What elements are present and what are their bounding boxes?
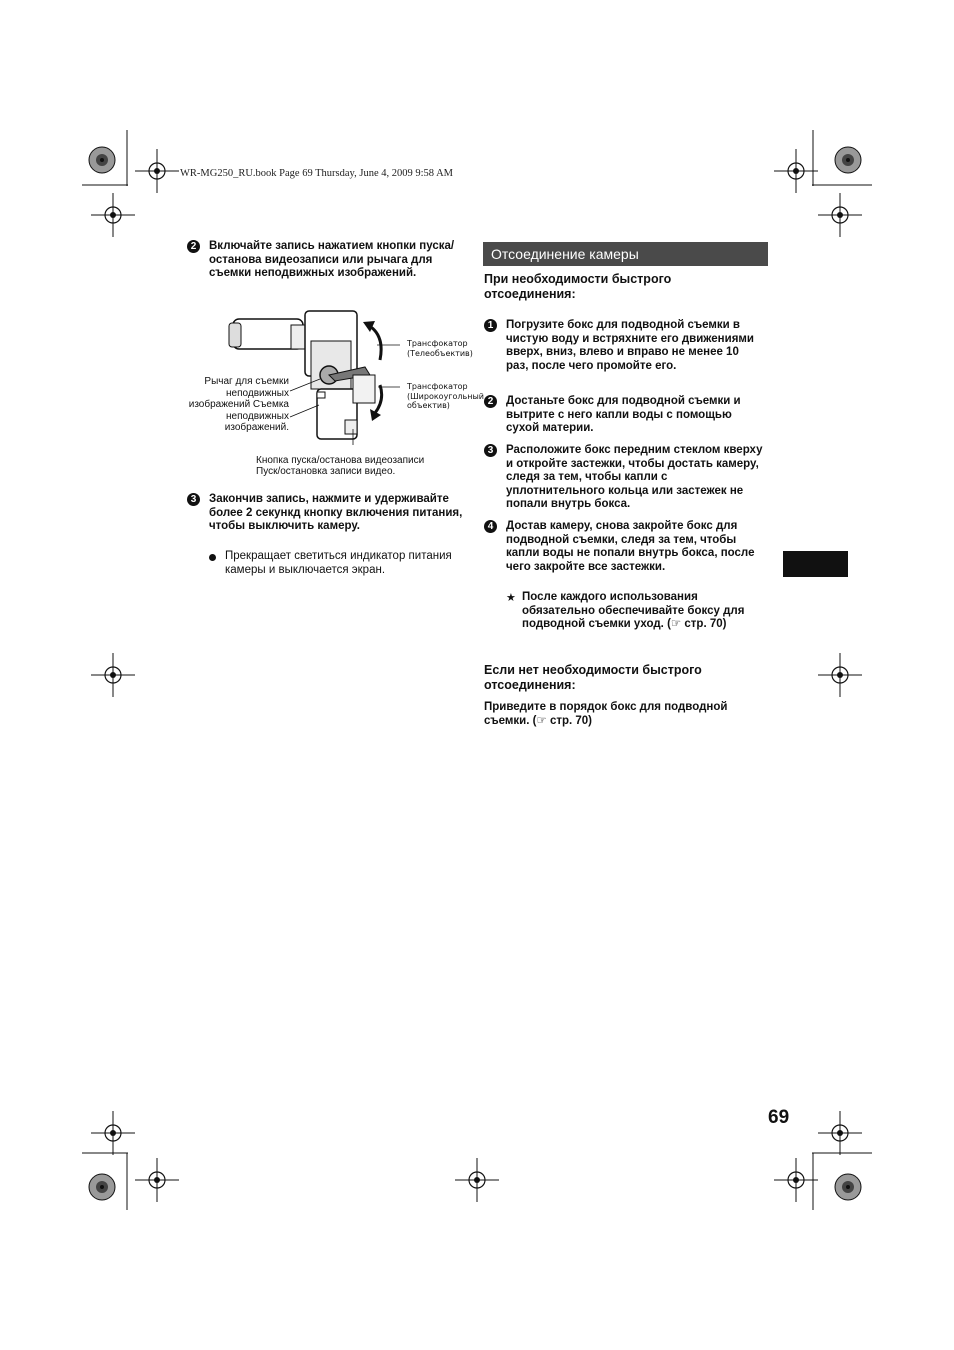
step-text: Достав камеру, снова закройте бокс для подводной съемки, следя за тем, чтобы капли воды не попали внутрь бокса, после чего закройте все застежки. [506, 520, 755, 573]
step-text: Расположите бокс передним стеклом кверху и откройте застежки, чтобы достать камеру, следя за тем, чтобы капли с уплотнительного кольца или застежек не попали внутрь бокса. [506, 444, 763, 511]
bullet-dot [209, 554, 216, 561]
book-info-header: WR-MG250_RU.book Page 69 Thursday, June 4, 2009 9:58 AM [180, 168, 453, 179]
step-number: 2 [187, 240, 200, 253]
subhead-quick: При необходимости быстрого отсоединения: [484, 272, 672, 301]
star-icon: ★ [506, 592, 516, 604]
final-text: Приведите в порядок бокс для подводной съемки. [484, 701, 728, 727]
label-start-stop-2: Пуск/остановка записи видео. [256, 466, 396, 477]
step-number: 4 [484, 520, 497, 533]
final-instruction [484, 701, 769, 728]
label-zoom-wide: Трансфокатор (Широкоугольный объектив) [407, 382, 484, 410]
label-still-lever: Рычаг для съемки неподвижных изображений Съемка неподвижных изображений. [188, 376, 289, 433]
step-number: 1 [484, 319, 497, 332]
bullet-item [209, 550, 471, 577]
right-step-3 [484, 444, 764, 512]
page-number: 69 [768, 1107, 790, 1128]
left-step-2 [187, 240, 467, 281]
step-number: 3 [187, 493, 200, 506]
step-text: Закончив запись, нажмите и удерживайте более 2 секункд кнопку включения питания, чтобы выключить камеру. [209, 493, 463, 533]
care-note [506, 591, 764, 632]
subhead-not-quick: Если нет необходимости быстрого отсоединения: [484, 663, 702, 692]
right-step-1 [484, 319, 764, 373]
step-number: 3 [484, 444, 497, 457]
step-number: 2 [484, 395, 497, 408]
label-start-stop-1: Кнопка пуска/останова видеозаписи [256, 455, 425, 466]
right-step-4 [484, 520, 764, 574]
label-zoom-tele: Трансфокатор (Телеобъектив) [407, 339, 473, 358]
final-page-ref[interactable]: (☞ стр. 70) [532, 714, 593, 727]
right-step-2 [484, 395, 764, 436]
note-text [522, 591, 764, 632]
step-text: Достаньте бокс для подводной съемки и вытрите с него капли воды с помощью сухой материи. [506, 395, 741, 435]
step-text: Включайте запись нажатием кнопки пуска/останова видеозаписи или рычага для съемки неподвижных изображений. [209, 240, 455, 280]
section-title: Отсоединение камеры [483, 242, 768, 266]
bullet-text: Прекращает светиться индикатор питания камеры и выключается экран. [225, 550, 452, 576]
note-page-ref[interactable]: (☞ стр. 70) [667, 618, 727, 631]
note-body: После каждого использования обязательно обеспечивайте боксу для подводной съемки уход. [522, 591, 745, 631]
chapter-tab [783, 551, 848, 577]
left-step-3 [187, 493, 467, 534]
step-text: Погрузите бокс для подводной съемки в чистую воду и встряхните его движениями вверх, вниз, влево и вправо не менее 10 раз, после чего промойте его. [506, 319, 754, 372]
